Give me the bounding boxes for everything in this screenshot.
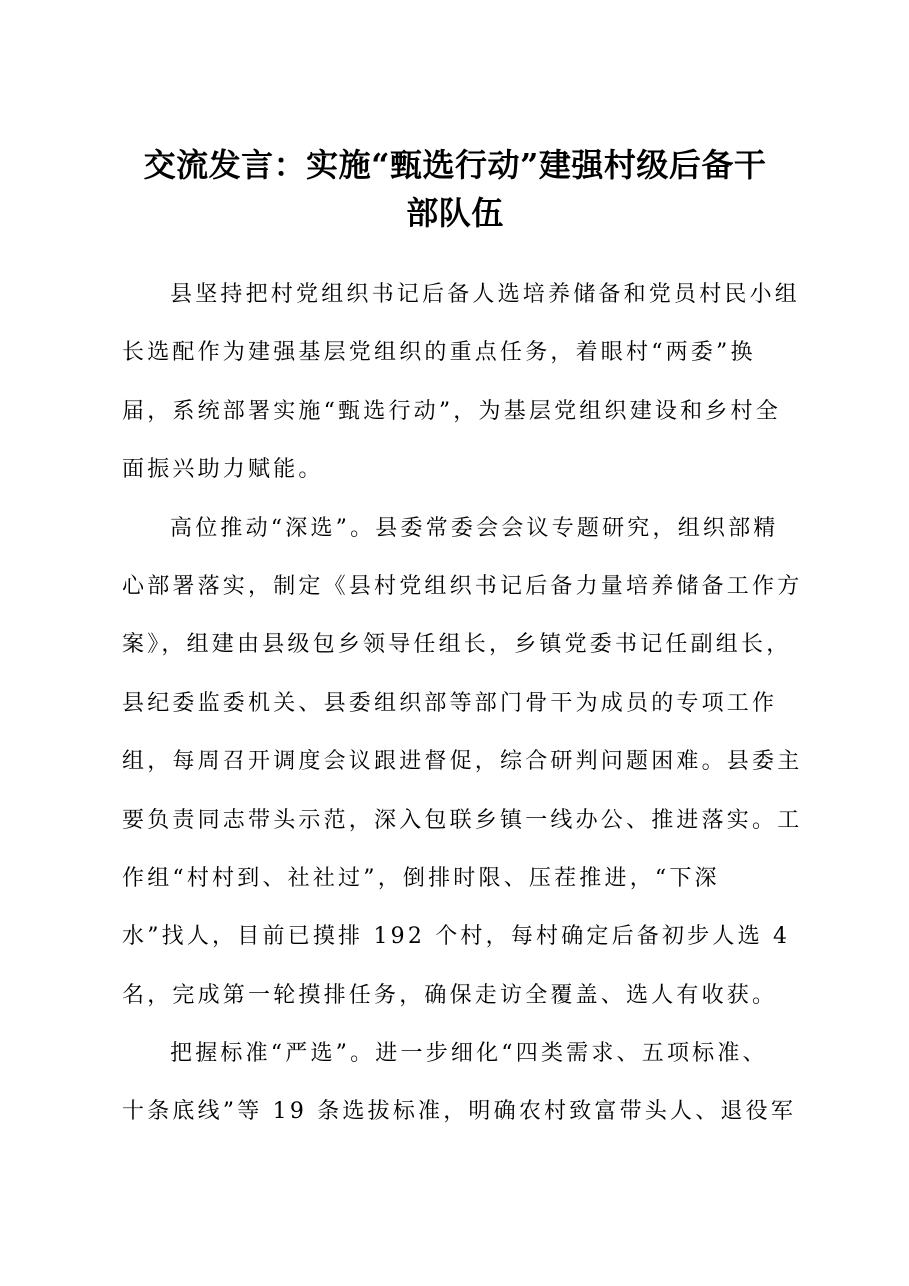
document-body: [122, 275, 803, 1151]
paragraph-2-line-2: 心部署落实，制定《县村党组织书记后备力量培养储备工作方: [122, 573, 803, 599]
paragraph-3-line-1: 把握标准“严选”。进一步细化“四类需求、五项标准、: [170, 1041, 768, 1067]
paragraph-2-line-5: 组，每周召开调度会议跟进督促，综合研判问题困难。县委主: [122, 749, 803, 775]
paragraph-2-line-8: 水”找人，目前已摸排 192 个村，每村确定后备初步人选 4: [122, 924, 791, 950]
paragraph-1-line-2: 长选配作为建强基层党组织的重点任务，着眼村“两委”换: [122, 340, 756, 366]
document-title: [115, 141, 795, 237]
paragraph-2-line-9: 名，完成第一轮摸排任务，确保走访全覆盖、选人有收获。: [122, 982, 778, 1008]
paragraph-2-line-4: 县纪委监委机关、县委组织部等部门骨干为成员的专项工作: [122, 690, 778, 716]
paragraph-1-line-1: 县坚持把村党组织书记后备人选培养储备和党员村民小组: [170, 282, 801, 307]
title-line-1: 交流发言：实施“甄选行动”建强村级后备干: [143, 146, 767, 184]
paragraph-1-line-4: 面振兴助力赋能。: [122, 457, 324, 483]
paragraph-2-line-3: 案》，组建由县级包乡领导任组长，乡镇党委书记任副组长，: [122, 632, 792, 658]
paragraph-2-line-7: 作组“村村到、社社过”，倒排时限、压茬推进，“下深: [122, 865, 720, 891]
paragraph-1-line-3: 届，系统部署实施“甄选行动”，为基层党组织建设和乡村全: [122, 398, 781, 424]
title-line-2: 部队伍: [406, 194, 504, 232]
paragraph-3-line-2: 十条底线”等 19 条选拔标准，明确农村致富带头人、退役军: [122, 1099, 797, 1125]
paragraph-2-line-6: 要负责同志带头示范，深入包联乡镇一线办公、推进落实。工: [122, 807, 803, 833]
paragraph-2-line-1: 高位推动“深选”。县委常委会会议专题研究，组织部精: [170, 515, 779, 541]
